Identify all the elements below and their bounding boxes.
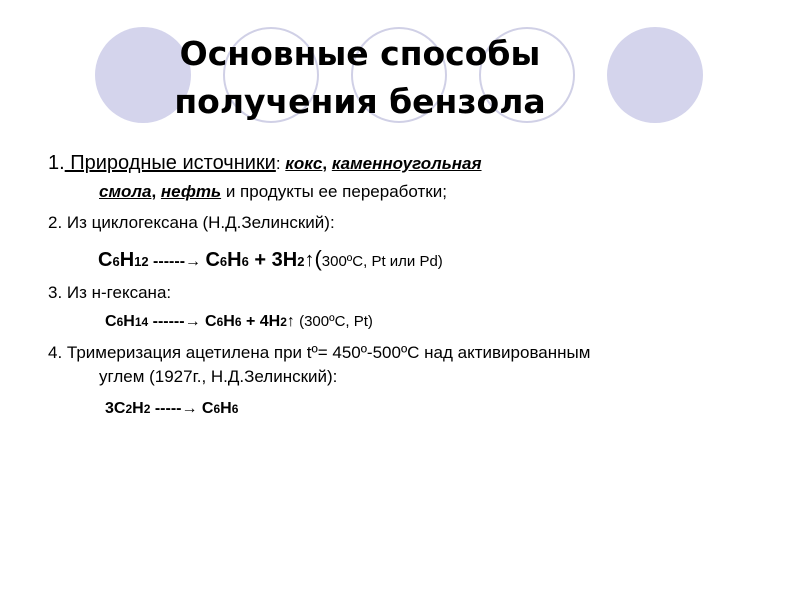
eq3-c2: C <box>205 313 217 330</box>
eq2-s1: 6 <box>112 254 120 269</box>
item-4-equation <box>105 398 238 420</box>
eq2-plus: + 3H <box>248 249 298 271</box>
item-1-colon: : <box>275 154 286 173</box>
item-1-line-1 <box>48 152 482 175</box>
eq4-h1: H <box>132 400 144 417</box>
eq4-s2: 2 <box>143 402 151 416</box>
eq2-h2: H <box>227 249 242 271</box>
eq2-condition: 300ºC, Pt или Pd) <box>321 253 443 270</box>
eq2-c2: C <box>205 249 220 271</box>
eq3-arrow: ------→ <box>148 313 206 330</box>
item-4-line-1: 4. Тримеризация ацетилена при tº= 450º-500ºC над активированным <box>48 343 591 362</box>
eq3-s2: 14 <box>134 315 149 329</box>
eq4-s3: 6 <box>213 402 221 416</box>
eq4-arrow: -----→ <box>150 400 202 417</box>
eq2-c1: C <box>98 249 113 271</box>
eq2-s5: 2 <box>297 254 305 269</box>
item-1-coal-tar-2: смола <box>99 182 152 201</box>
item-1-oil: нефть <box>160 182 222 201</box>
item-1-comma-1: , <box>322 154 332 173</box>
item-1-number: 1. <box>48 152 65 174</box>
item-4-line-2: углем (1927г., Н.Д.Зелинский): <box>99 367 338 386</box>
item-3-equation <box>105 311 373 333</box>
eq4-s1: 2 <box>125 402 133 416</box>
eq2-s3: 6 <box>219 254 228 269</box>
eq2-s4: 6 <box>241 254 249 269</box>
eq4-s4: 6 <box>231 402 239 416</box>
eq2-s2: 12 <box>134 254 149 269</box>
slide-title <box>80 30 640 126</box>
eq3-s4: 6 <box>234 315 242 329</box>
item-1-coke: кокс <box>285 154 323 173</box>
eq3-plus: + 4H <box>241 313 281 330</box>
title-line-1: Основные способы <box>179 34 541 73</box>
eq2-paren: ( <box>314 246 322 271</box>
item-1-comma-2: , <box>151 182 161 201</box>
eq3-s1: 6 <box>116 315 124 329</box>
item-1-rest: и продукты ее переработки; <box>221 182 447 201</box>
item-2-equation <box>98 246 443 275</box>
eq3-s3: 6 <box>216 315 224 329</box>
eq3-h1: H <box>123 313 135 330</box>
item-1-label: Природные источники <box>64 152 276 174</box>
eq3-c1: C <box>105 313 117 330</box>
eq2-up: ↑ <box>304 249 315 271</box>
eq4-pre: 3C <box>105 400 126 417</box>
eq4-c2: C <box>201 400 214 417</box>
eq3-condition: (300ºC, Pt) <box>294 313 373 330</box>
item-2-text: 2. Из циклогексана (Н.Д.Зелинский): <box>48 213 335 232</box>
eq3-h2: H <box>223 313 235 330</box>
item-1-line-2 <box>99 181 447 203</box>
eq2-arrow: ------→ <box>148 253 206 270</box>
eq3-s5: 2 <box>280 315 287 329</box>
item-3-text: 3. Из н-гексана: <box>48 283 172 302</box>
title-line-2: получения бензола <box>174 82 546 121</box>
eq3-up: ↑ <box>286 313 295 330</box>
eq2-h1: H <box>119 249 135 271</box>
eq4-h2: H <box>220 400 232 417</box>
item-1-coal-tar-1: каменноугольная <box>331 154 482 173</box>
